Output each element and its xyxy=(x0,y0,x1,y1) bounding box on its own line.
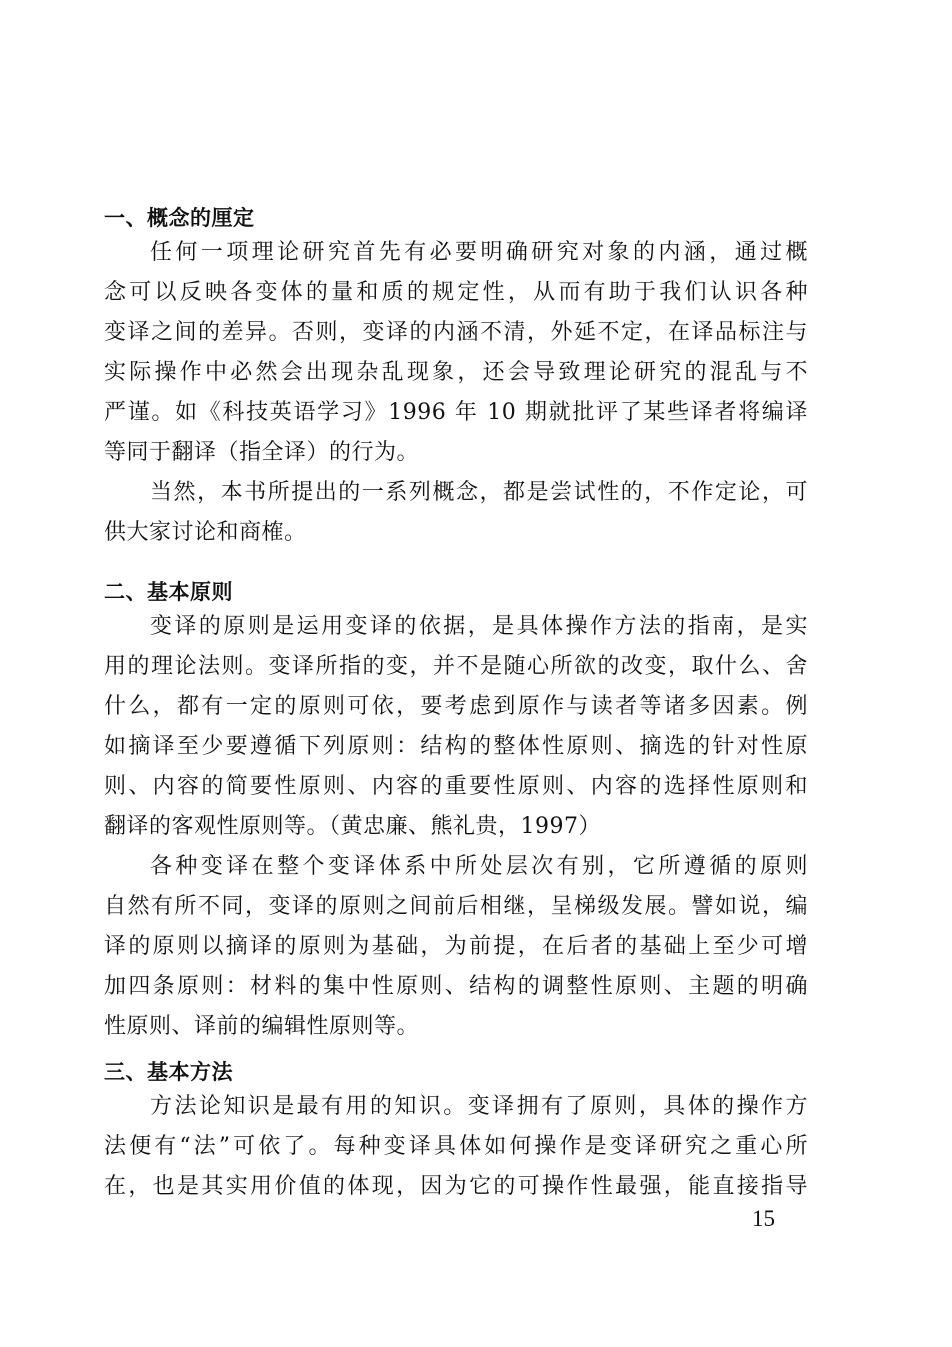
text-line: 变译的原则是运用变译的依据，是具体操作方法的指南，是实 xyxy=(150,614,808,639)
text-line: 译的原则以摘译的原则为基础，为前提，在后者的基础上至少可增 xyxy=(104,934,808,959)
text-line: 等同于翻译（指全译）的行为。 xyxy=(104,440,420,465)
paragraph xyxy=(104,473,808,553)
text-line: 如摘译至少要遵循下列原则：结构的整体性原则、摘选的针对性原 xyxy=(104,734,808,759)
text-line: 变译之间的差异。否则，变译的内涵不清，外延不定，在译品标注与 xyxy=(104,320,808,345)
section-heading: 一、概念的厘定 xyxy=(104,206,255,230)
text-line: 加四条原则：材料的集中性原则、结构的调整性原则、主题的明确 xyxy=(104,974,808,999)
paragraph xyxy=(104,607,808,847)
text-line: 翻译的客观性原则等。（黄忠廉、熊礼贵，1997） xyxy=(104,814,601,839)
section-heading: 二、基本原则 xyxy=(104,580,233,604)
text-line: 用的理论法则。变译所指的变，并不是随心所欲的改变，取什么、舍 xyxy=(104,654,808,679)
paragraph xyxy=(104,847,808,1047)
text-line: 念可以反映各变体的量和质的规定性，从而有助于我们认识各种 xyxy=(104,280,808,305)
text-line: 严谨。如《科技英语学习》1996 年 10 期就批评了某些译者将编译 xyxy=(104,400,808,425)
section-concept-definition xyxy=(104,203,808,553)
text-line: 任何一项理论研究首先有必要明确研究对象的内涵，通过概 xyxy=(150,240,808,265)
text-line: 各种变译在整个变译体系中所处层次有别，它所遵循的原则 xyxy=(150,854,808,879)
text-line: 法便有“法”可依了。每种变译具体如何操作是变译研究之重心所 xyxy=(104,1134,808,1159)
section-basic-methods xyxy=(104,1057,808,1207)
text-line: 性原则、译前的编辑性原则等。 xyxy=(104,1014,420,1039)
paragraph xyxy=(104,1087,808,1207)
section-basic-principles xyxy=(104,577,808,1047)
paragraph xyxy=(104,233,808,473)
section-heading: 三、基本方法 xyxy=(104,1060,233,1084)
page-number: 15 xyxy=(752,1206,775,1231)
text-line: 方法论知识是最有用的知识。变译拥有了原则，具体的操作方 xyxy=(150,1094,808,1119)
text-line: 则、内容的简要性原则、内容的重要性原则、内容的选择性原则和 xyxy=(104,774,808,799)
text-line: 自然有所不同，变译的原则之间前后相继，呈梯级发展。譬如说，编 xyxy=(104,894,808,919)
text-line: 实际操作中必然会出现杂乱现象，还会导致理论研究的混乱与不 xyxy=(104,360,808,385)
text-line: 什么，都有一定的原则可依，要考虑到原作与读者等诸多因素。例 xyxy=(104,694,808,719)
text-line: 供大家讨论和商榷。 xyxy=(104,520,307,545)
text-line: 在，也是其实用价值的体现，因为它的可操作性最强，能直接指导 xyxy=(104,1174,808,1199)
text-line: 当然，本书所提出的一系列概念，都是尝试性的，不作定论，可 xyxy=(150,480,808,505)
